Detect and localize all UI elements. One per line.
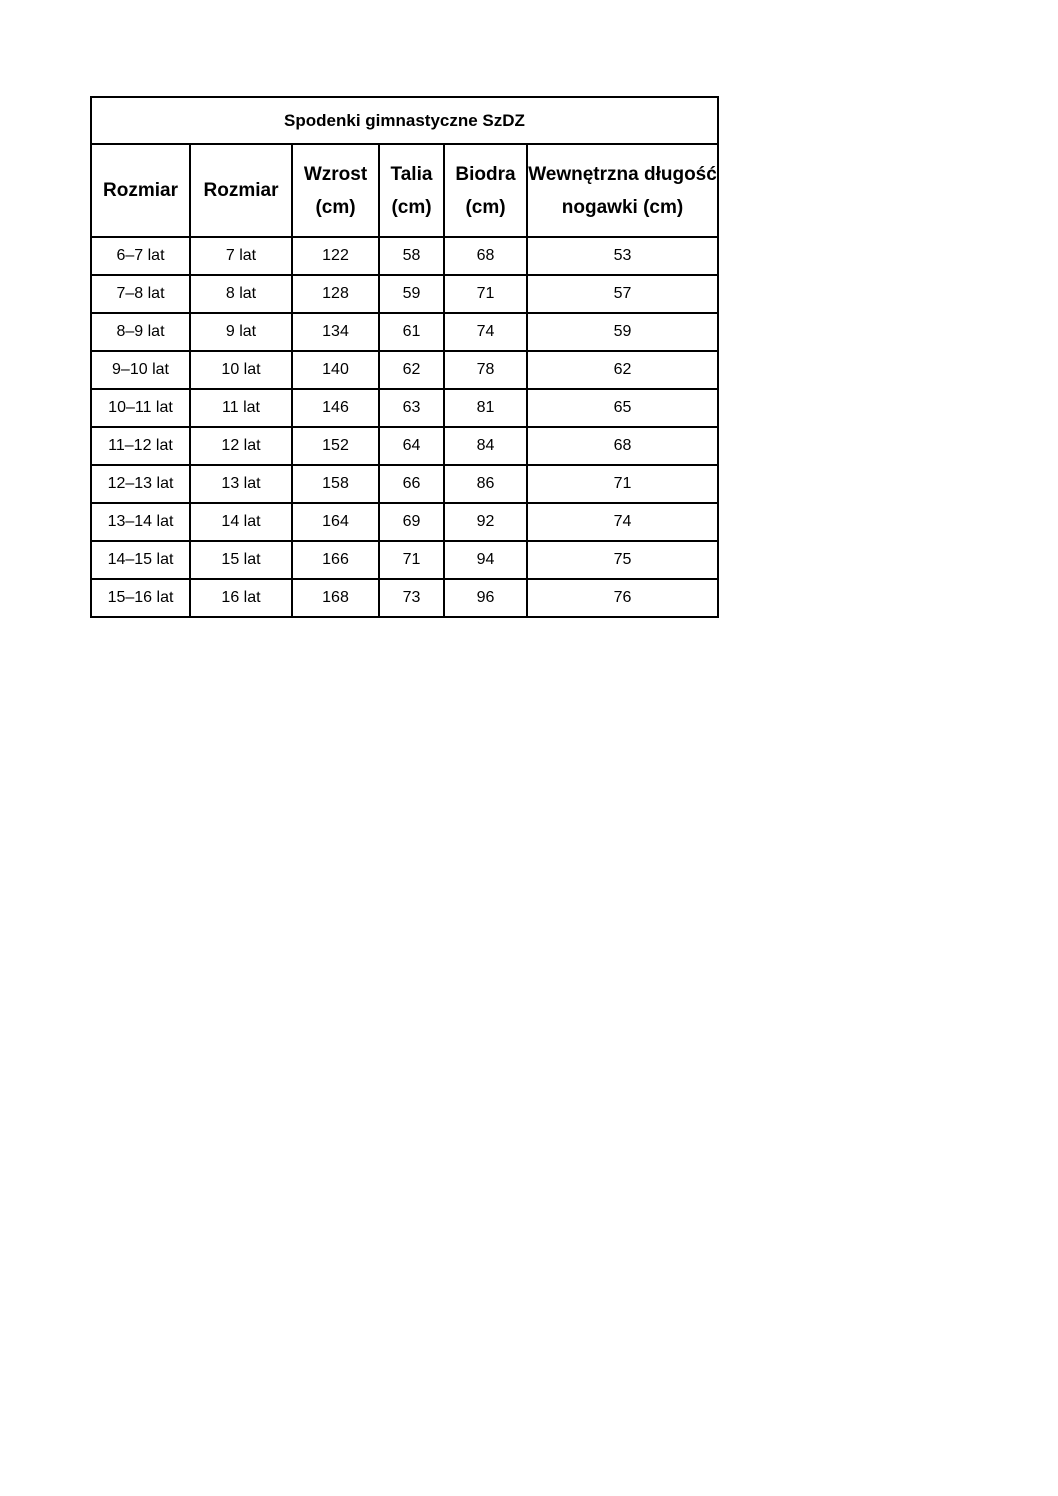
- table-cell: 158: [292, 465, 379, 503]
- table-cell: 10 lat: [190, 351, 292, 389]
- table-row: [91, 275, 718, 313]
- table-cell: 96: [444, 579, 527, 617]
- table-row: [91, 427, 718, 465]
- table-cell: 58: [379, 237, 444, 275]
- table-cell: 134: [292, 313, 379, 351]
- table-cell: 15–16 lat: [91, 579, 190, 617]
- table-cell: 66: [379, 465, 444, 503]
- column-header: Rozmiar: [190, 144, 292, 237]
- table-header-row: [91, 144, 718, 237]
- table-cell: 152: [292, 427, 379, 465]
- table-cell: 16 lat: [190, 579, 292, 617]
- table-cell: 140: [292, 351, 379, 389]
- table-cell: 9–10 lat: [91, 351, 190, 389]
- table-cell: 128: [292, 275, 379, 313]
- table-cell: 7–8 lat: [91, 275, 190, 313]
- table-row: [91, 313, 718, 351]
- table-cell: 164: [292, 503, 379, 541]
- table-cell: 122: [292, 237, 379, 275]
- table-cell: 62: [527, 351, 718, 389]
- table-cell: 57: [527, 275, 718, 313]
- table-cell: 146: [292, 389, 379, 427]
- table-title-row: [91, 97, 718, 144]
- table-cell: 166: [292, 541, 379, 579]
- table-cell: 71: [444, 275, 527, 313]
- table-row: [91, 465, 718, 503]
- table-cell: 13 lat: [190, 465, 292, 503]
- table-cell: 8–9 lat: [91, 313, 190, 351]
- table-cell: 81: [444, 389, 527, 427]
- table-cell: 63: [379, 389, 444, 427]
- table-cell: 76: [527, 579, 718, 617]
- table-cell: 65: [527, 389, 718, 427]
- column-header: Biodra (cm): [444, 144, 527, 237]
- table-cell: 61: [379, 313, 444, 351]
- table-cell: 11–12 lat: [91, 427, 190, 465]
- table-cell: 68: [527, 427, 718, 465]
- column-header: Wzrost (cm): [292, 144, 379, 237]
- table-cell: 68: [444, 237, 527, 275]
- column-header: Rozmiar: [91, 144, 190, 237]
- table-cell: 12–13 lat: [91, 465, 190, 503]
- table-cell: 14–15 lat: [91, 541, 190, 579]
- table-cell: 6–7 lat: [91, 237, 190, 275]
- table-cell: 74: [444, 313, 527, 351]
- table-cell: 92: [444, 503, 527, 541]
- table-cell: 10–11 lat: [91, 389, 190, 427]
- table-cell: 59: [527, 313, 718, 351]
- table-cell: 168: [292, 579, 379, 617]
- table-cell: 7 lat: [190, 237, 292, 275]
- column-header: Wewnętrzna długość nogawki (cm): [527, 144, 718, 237]
- table-cell: 73: [379, 579, 444, 617]
- table-cell: 71: [379, 541, 444, 579]
- table-row: [91, 237, 718, 275]
- table-cell: 86: [444, 465, 527, 503]
- table-cell: 9 lat: [190, 313, 292, 351]
- table-cell: 64: [379, 427, 444, 465]
- table-cell: 53: [527, 237, 718, 275]
- table-cell: 62: [379, 351, 444, 389]
- table-cell: 75: [527, 541, 718, 579]
- table-cell: 74: [527, 503, 718, 541]
- table-cell: 15 lat: [190, 541, 292, 579]
- table-cell: 8 lat: [190, 275, 292, 313]
- table-cell: 13–14 lat: [91, 503, 190, 541]
- table-row: [91, 351, 718, 389]
- table-cell: 94: [444, 541, 527, 579]
- table-row: [91, 541, 718, 579]
- column-header: Talia (cm): [379, 144, 444, 237]
- table-cell: 14 lat: [190, 503, 292, 541]
- table-row: [91, 389, 718, 427]
- table-cell: 59: [379, 275, 444, 313]
- table-body: [91, 237, 718, 617]
- size-chart-table: [90, 96, 719, 618]
- table-cell: 11 lat: [190, 389, 292, 427]
- table-cell: 78: [444, 351, 527, 389]
- table-title: Spodenki gimnastyczne SzDZ: [91, 97, 718, 144]
- table-row: [91, 503, 718, 541]
- table-cell: 71: [527, 465, 718, 503]
- table-cell: 69: [379, 503, 444, 541]
- table-cell: 12 lat: [190, 427, 292, 465]
- table-cell: 84: [444, 427, 527, 465]
- table-row: [91, 579, 718, 617]
